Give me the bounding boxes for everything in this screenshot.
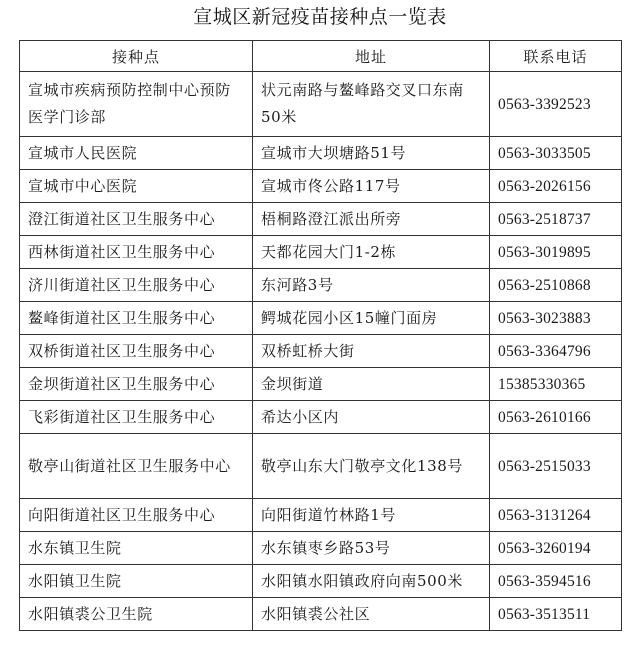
table-header-row [20,41,622,72]
phone-cell: 0563-3364796 [490,335,622,368]
site-name-cell: 鳌峰街道社区卫生服务中心 [20,302,253,335]
phone-cell: 0563-3131264 [490,499,622,532]
site-name-cell: 敬亭山街道社区卫生服务中心 [20,434,253,499]
address-cell: 东河路3号 [253,269,490,302]
phone-cell: 0563-3392523 [490,72,622,137]
table-row [20,137,622,170]
table-row [20,401,622,434]
table-row [20,269,622,302]
site-name-cell: 宣城市人民医院 [20,137,253,170]
site-name-cell: 西林街道社区卫生服务中心 [20,236,253,269]
site-name-cell: 向阳街道社区卫生服务中心 [20,499,253,532]
phone-cell: 0563-3513511 [490,598,622,631]
phone-cell: 0563-2518737 [490,203,622,236]
address-cell: 鳄城花园小区15幢门面房 [253,302,490,335]
site-name-cell: 飞彩街道社区卫生服务中心 [20,401,253,434]
table-row [20,532,622,565]
table-row [20,598,622,631]
table-row [20,499,622,532]
site-name-cell: 双桥街道社区卫生服务中心 [20,335,253,368]
table-row [20,302,622,335]
table-row [20,72,622,137]
header-site: 接种点 [20,41,253,72]
table-row [20,170,622,203]
phone-cell: 0563-2610166 [490,401,622,434]
site-name-cell: 宣城市疾病预防控制中心预防医学门诊部 [20,72,253,137]
phone-cell: 0563-3019895 [490,236,622,269]
address-cell: 宣城市佟公路117号 [253,170,490,203]
phone-cell: 0563-3033505 [490,137,622,170]
page-title: 宣城区新冠疫苗接种点一览表 [193,6,447,28]
address-cell: 宣城市大坝塘路51号 [253,137,490,170]
vaccination-sites-table [19,40,622,631]
site-name-cell: 济川街道社区卫生服务中心 [20,269,253,302]
phone-cell: 15385330365 [490,368,622,401]
address-cell: 金坝街道 [253,368,490,401]
address-cell: 水阳镇水阳镇政府向南500米 [253,565,490,598]
table-row [20,203,622,236]
phone-cell: 0563-3260194 [490,532,622,565]
site-name-cell: 水阳镇卫生院 [20,565,253,598]
address-cell: 敬亭山东大门敬亭文化138号 [253,434,490,499]
site-name-cell: 水阳镇裘公卫生院 [20,598,253,631]
header-address: 地址 [253,41,490,72]
address-cell: 水阳镇裘公社区 [253,598,490,631]
header-phone: 联系电话 [490,41,622,72]
address-cell: 天都花园大门1-2栋 [253,236,490,269]
address-cell: 状元南路与鳌峰路交叉口东南50米 [253,72,490,137]
table-row [20,565,622,598]
address-cell: 梧桐路澄江派出所旁 [253,203,490,236]
phone-cell: 0563-3594516 [490,565,622,598]
phone-cell: 0563-2515033 [490,434,622,499]
phone-cell: 0563-2510868 [490,269,622,302]
phone-cell: 0563-3023883 [490,302,622,335]
table-row [20,434,622,499]
site-name-cell: 澄江街道社区卫生服务中心 [20,203,253,236]
table-row [20,368,622,401]
site-name-cell: 宣城市中心医院 [20,170,253,203]
address-cell: 双桥虹桥大街 [253,335,490,368]
table-row [20,236,622,269]
table-row [20,335,622,368]
site-name-cell: 水东镇卫生院 [20,532,253,565]
phone-cell: 0563-2026156 [490,170,622,203]
address-cell: 希达小区内 [253,401,490,434]
address-cell: 水东镇枣乡路53号 [253,532,490,565]
site-name-cell: 金坝街道社区卫生服务中心 [20,368,253,401]
address-cell: 向阳街道竹林路1号 [253,499,490,532]
